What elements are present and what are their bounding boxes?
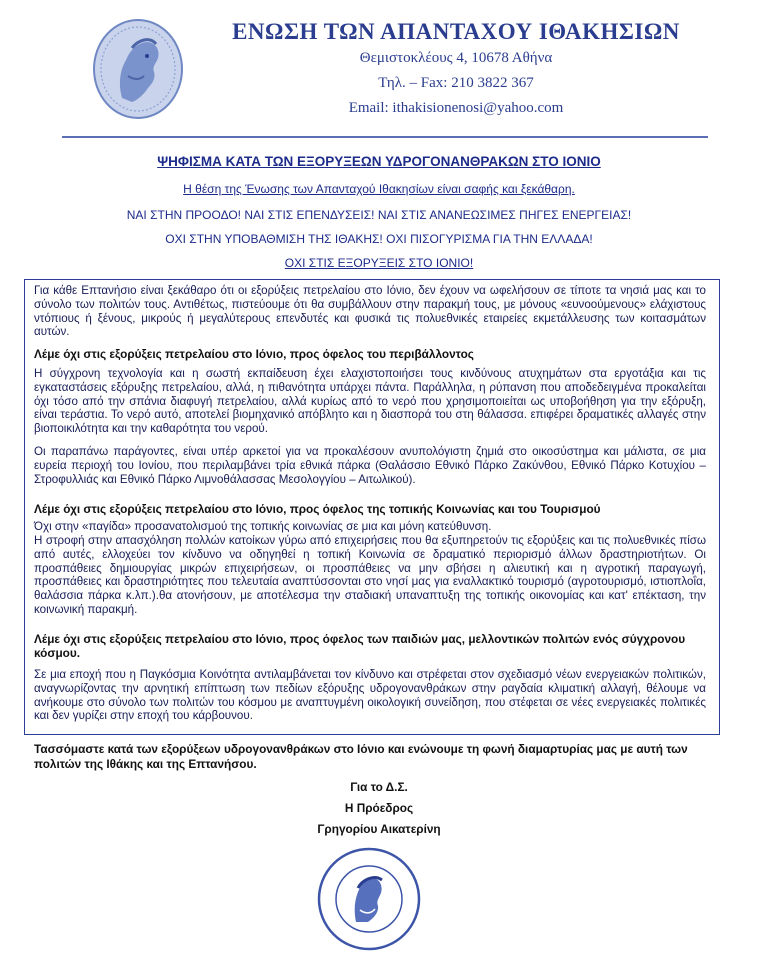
header-divider <box>62 136 708 138</box>
position-statement: Η θέση της Ένωσης των Απανταχού Ιθακησίων είναι σαφής και ξεκάθαρη. <box>183 182 575 196</box>
section-heading-society: Λέμε όχι στις εξορύξεις πετρελαίου στο Ιόνιο, προς όφελος της τοπικής Κοινωνίας και του Τουρισμού <box>34 502 601 516</box>
children-paragraph: Σε μια εποχή που η Παγκόσμια Κοινότητα αντιλαμβάνεται τον κίνδυνο και στρέφεται στον σχεδιασμό νέων ενεργειακών πολιτικών, αναγνωρίζοντας την αρνητική επίπτωση των πεδίων εξόρυξης υδρογονανθράκων στην ραγδαία κλιματική αλλαγή, θέλουμε να ανήκουμε στο σύνολο των πολιτών του κόσμου με αναπτυγμένη οικολογική συνείδηση, που στέφεται σε νέες ενεργειακές πολιτικές και δεν γυρίζει στην εποχή του κάρβουνου. <box>34 668 706 723</box>
intro-paragraph: Για κάθε Επτανήσιο είναι ξεκάθαρο ότι οι εξορύξεις πετρελαίου στο Ιόνιο, δεν έχουν να ωφελήσουν σε τίποτε τα νησιά μας και το σύνολο των πολιτών τους. Αντιθέτως, πιστεύουμε ότι θα συμβάλλουν στην παρακμή τους, με μόνους «ευνοούμενους» ελάχιστους ντόπιους ή ξένους, μικρούς ή μεγαλύτερους επενδυτές και φυσικά τις πολυεθνικές εταιρείες εκμετάλλευσης των κοιτασμάτων αυτών. <box>34 284 706 339</box>
slogan-no-drilling: ΟΧΙ ΣΤΙΣ ΕΞΟΡΥΞΕΙΣ ΣΤΟ ΙΟΝΙΟ! <box>284 256 474 270</box>
section-heading-environment: Λέμε όχι στις εξορύξεις πετρελαίου στο Ιόνιο, προς όφελος του περιβάλλοντος <box>34 347 474 361</box>
organization-stamp-icon <box>316 846 422 952</box>
society-trap-paragraph: Όχι στην «παγίδα» προσανατολισμού της τοπικής κοινωνίας σε μια και μόνη κατεύθυνση. <box>34 520 492 533</box>
organization-name: ΕΝΩΣΗ ΤΩΝ ΑΠΑΝΤΑΧΟΥ ΙΘΑΚΗΣΙΩΝ <box>232 19 680 44</box>
organization-address: Θεμιστοκλέους 4, 10678 Αθήνα <box>359 50 553 66</box>
society-paragraph: Η στροφή στην απασχόληση πολλών κατοίκων γύρω από επιχειρήσεις που θα εξυπηρετούν τις εξορύξεις και τις πολυεθνικές πίσω από αυτές, ελλοχεύει τον κίνδυνο να οδηγηθεί η τοπική Κοινωνία σε δραματικό περιορισμό άλλων δραστηριοτήτων. Οι προσπάθειες δημιουργίας μικρών επιχειρήσεων, οι προσπάθειες να μην σβήσει η αλιευτική και η αγροτική παραγωγή, προσπάθειες και δραστηριότητες που τελευταία αναπτύσσονται στο νησί μας για εναλλακτικό τουρισμό (αγροτουρισμό, ιστιοπλοΐα, θαλάσσια πάρκα κ.λπ.).θα ατονήσουν, με αποτέλεσμα την σταδιακή υπαναπτυξη της τοπικής οικονομίας και κατ' επέκταση, την κοινωνική παρακμή. <box>34 534 706 616</box>
signature-name: Γρηγορίου Αικατερίνη <box>317 822 441 836</box>
organization-phone: Τηλ. – Fax: 210 3822 367 <box>378 75 534 91</box>
resolution-title: ΨΗΦΙΣΜΑ ΚΑΤΑ ΤΩΝ ΕΞΟΡΥΞΕΩΝ ΥΔΡΟΓΟΝΑΝΘΡΑΚΩΝ ΣΤΟ ΙΟΝΙΟ <box>157 154 601 169</box>
letterhead <box>196 18 716 121</box>
section-heading-children: Λέμε όχι στις εξορύξεις πετρελαίου στο Ιόνιο, προς όφελος των παιδιών μας, μελλοντικών πολιτών ενός σύγχρονου κόσμου. <box>34 632 686 660</box>
coin-logo-icon <box>92 18 184 120</box>
signature-board: Για το Δ.Σ. <box>350 780 408 794</box>
signature-role: Η Πρόεδρος <box>344 801 414 815</box>
national-parks-paragraph: Οι παραπάνω παράγοντες, είναι υπέρ αρκετοί για να προκαλέσουν ανυπολόγιστη ζημιά στο οικοσύστημα και μάλιστα, σε μια ευρεία περιοχή του Ιονίου, που περιλαμβάνει τρία εθνικά πάρκα (Θαλάσσιο Εθνικό Πάρκο Ζακύνθου, Εθνικό Πάρκο Κοτυχίου – Στροφυλλιάς και Εθνικό Πάρκο Λιμνοθάλασσας Μεσολογγίου – Αιτωλικού). <box>34 445 706 486</box>
organization-email: Email: ithakisionenosi@yahoo.com <box>348 100 564 116</box>
slogan-yes: ΝΑΙ ΣΤΗΝ ΠΡΟΟΔΟ! ΝΑΙ ΣΤΙΣ ΕΠΕΝΔΥΣΕΙΣ! ΝΑΙ ΣΤΙΣ ΑΝΑΝΕΩΣΙΜΕΣ ΠΗΓΕΣ ΕΝΕΡΓΕΙΑΣ! <box>126 208 632 222</box>
closing-statement: Τασσόμαστε κατά των εξορύξεων υδρογονανθράκων στο Ιόνιο και ενώνουμε τη φωνή διαμαρτυρίας μας με αυτή των πολιτών της Ιθάκης και της Επτανήσου. <box>34 742 688 771</box>
environment-paragraph: Η σύγχρονη τεχνολογία και η σωστή εκπαίδευση έχει ελαχιστοποιήσει τους κινδύνους ατυχημάτων στα εργοτάξια και τις εγκαταστάσεις εξόρυξης πετρελαίου, αλλά, η πιθανότητα υπάρχει πάντα. Παράλληλα, η ρύπανση που αποδεδειγμένα προκαλείται όχι τόσο από την σπάνια διαφυγή πετρελαίου, αλλά κυρίως από το νερό που χρησιμοποιείται ως υποβοήθηση για την εξόρυξη, είναι τεράστια. Το νερό αυτό, αποτελεί βιομηχανικό απόβλητο και η διασπορά του στη θάλασσα. επιφέρει δραματικές αλλαγές στην βιοποικιλότητα και την καθαρότητα του νερού. <box>34 367 706 436</box>
slogan-no-degradation: ΟΧΙ ΣΤΗΝ ΥΠΟΒΑΘΜΙΣΗ ΤΗΣ ΙΘΑΚΗΣ! ΟΧΙ ΠΙΣΟΓΥΡΙΣΜΑ ΓΙΑ ΤΗΝ ΕΛΛΑΔΑ! <box>165 232 593 246</box>
